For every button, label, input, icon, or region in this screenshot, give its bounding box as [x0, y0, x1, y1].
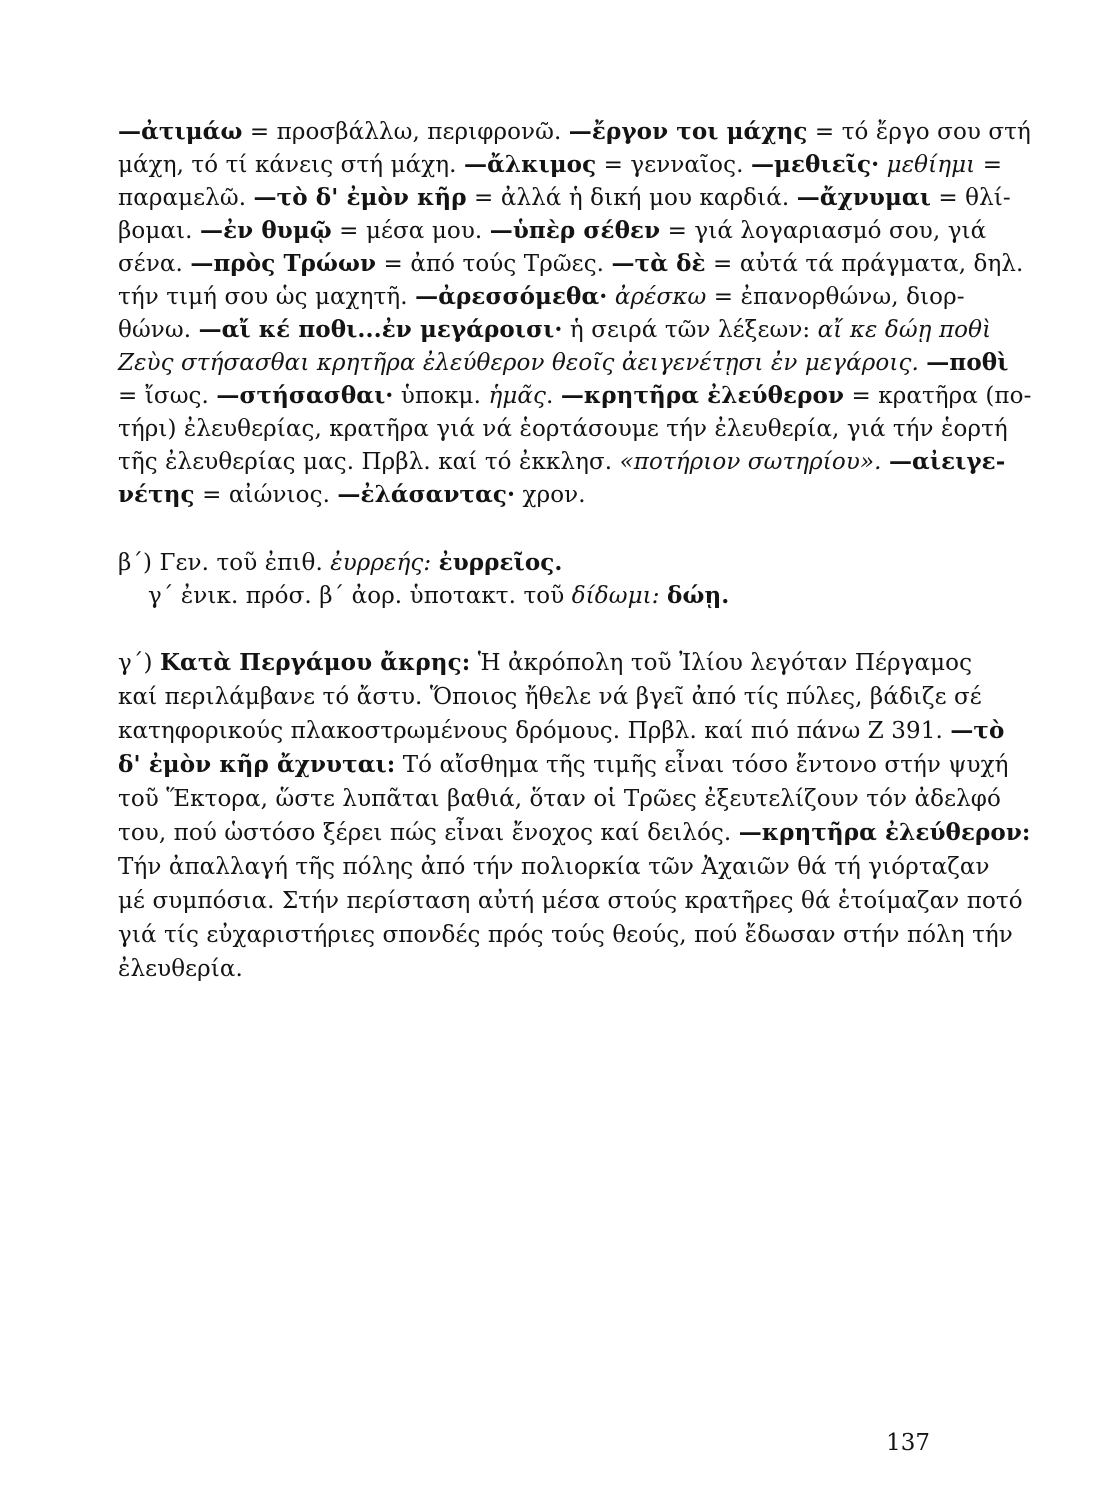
text-line	[118, 282, 965, 312]
text-run: γ΄)	[118, 650, 160, 676]
lemma-term: —τὸ	[950, 717, 1005, 744]
lemma-term: —πρὸς Τρώων	[190, 250, 377, 277]
lemma-term: —μεθιεῖς·	[750, 151, 880, 178]
text-run	[660, 583, 667, 609]
lemma-term: —ἐλάσαντας·	[337, 481, 516, 508]
text-line	[118, 784, 1001, 814]
italic-text: ἀρέσκω	[614, 284, 707, 310]
text-line	[118, 381, 1032, 411]
lemma-term: —ἐν θυμῷ	[199, 217, 332, 244]
text-run: = τό ἔργο σου στή	[807, 119, 1031, 145]
text-line	[118, 249, 1024, 279]
text-line	[148, 581, 960, 611]
text-line	[118, 818, 1031, 848]
text-run: = γιά λογαριασμό σου, γιά	[660, 218, 987, 244]
text-line	[118, 954, 930, 984]
lemma-term: —αἴ κέ ποθι...ἐν μεγάροισι·	[198, 316, 563, 343]
text-run: σένα.	[118, 251, 191, 277]
text-run: παραμελῶ.	[118, 185, 254, 211]
lemma-term: —αἰειγε-	[888, 448, 1006, 475]
lemma-term: —ἀρεσσόμεθα·	[415, 283, 608, 310]
italic-text: «ποτήριον σωτηρίου».	[619, 449, 882, 475]
lemma-term: —ποθὶ	[926, 349, 1009, 376]
text-run: Τό αἴσθημα τῆς τιμῆς εἶναι τόσο ἔντονο στήν ψυχή	[395, 752, 1009, 778]
italic-text: αἴ κε δώῃ ποθὶ	[817, 317, 992, 343]
text-line	[118, 315, 992, 345]
text-run: ἐλευθερία.	[118, 956, 243, 982]
text-line	[118, 447, 1006, 477]
lemma-term: —κρητῆρα ἐλεύθερον:	[738, 819, 1031, 846]
lemma-term: —ἀτιμάω	[118, 118, 243, 145]
text-run: =	[975, 152, 1003, 178]
text-run: τῆς ἐλευθερίας μας. Πρβλ. καί τό ἐκκλησ.	[118, 449, 620, 475]
text-run: κατηφορικούς πλακοστρωμένους δρόμους. Πρβλ. καί πιό πάνω Ζ 391.	[118, 718, 951, 744]
text-run: του, πού ὡστόσο ξέρει πώς εἶναι ἔνοχος καί δειλός.	[118, 820, 739, 846]
lemma-term: Κατὰ Περγάμου ἄκρης:	[159, 649, 471, 676]
text-line	[118, 750, 1009, 780]
text-run: = ἀλλά ἡ δική μου καρδιά.	[466, 185, 797, 211]
lemma-term: —τὸ δ' ἐμὸν κῆρ	[253, 184, 467, 211]
lemma-term: δώῃ.	[667, 582, 730, 609]
text-run: = αὐτά τά πράγματα, δηλ.	[705, 251, 1024, 277]
text-line	[118, 886, 1023, 916]
text-run	[607, 284, 614, 310]
text-run: ἡ σειρά τῶν λέξεων:	[562, 317, 818, 343]
text-run: = θλί-	[930, 185, 1011, 211]
text-run: θώνω.	[118, 317, 199, 343]
text-line	[118, 548, 930, 578]
text-run: β΄) Γεν. τοῦ ἐπιθ.	[118, 550, 331, 576]
text-run: .	[545, 383, 561, 409]
text-run: καί περιλάμβανε τό ἄστυ. Ὅποιος ἤθελε νά βγεῖ ἀπό τίς πύλες, βάδιζε σέ	[118, 684, 982, 710]
text-run: = ἴσως.	[118, 383, 217, 409]
text-run	[879, 152, 886, 178]
lemma-term: —στήσασθαι·	[216, 382, 394, 409]
lemma-term: —ἄλκιμος	[464, 151, 597, 178]
italic-text: δίδωμι:	[571, 583, 660, 609]
text-run: τήν τιμή σου ὡς μαχητῆ.	[118, 284, 416, 310]
text-run: = γενναῖος.	[596, 152, 751, 178]
text-run: = προσβάλλω, περιφρονῶ.	[242, 119, 569, 145]
text-line	[118, 414, 1008, 444]
text-line	[118, 183, 1011, 213]
text-line	[118, 716, 1005, 746]
text-line	[118, 852, 990, 882]
text-run	[431, 550, 438, 576]
lemma-term: δ' ἐμὸν κῆρ ἄχνυται:	[118, 751, 396, 778]
text-run: μέ συμπόσια. Στήν περίσταση αὐτή μέσα στούς κρατῆρες θά ἑτοίμαζαν ποτό	[118, 888, 1023, 914]
lemma-term: —τὰ δὲ	[611, 250, 706, 277]
text-run: = ἀπό τούς Τρῶες.	[376, 251, 612, 277]
lemma-term: —ὑπὲρ σέθεν	[489, 217, 661, 244]
text-run: ὑποκμ.	[393, 383, 489, 409]
text-run: χρον.	[515, 482, 586, 508]
text-line	[118, 117, 1031, 147]
text-line	[118, 150, 1003, 180]
text-line	[118, 920, 1013, 950]
lemma-term: ἐυρρεῖος.	[438, 549, 563, 576]
text-run: = ἐπανορθώνω, διορ-	[706, 284, 965, 310]
text-run: = αἰώνιος.	[194, 482, 338, 508]
text-run: = μέσα μου.	[331, 218, 490, 244]
text-line	[118, 480, 930, 510]
text-line	[118, 682, 982, 712]
text-line	[118, 348, 1009, 378]
page-number: 137	[886, 1430, 930, 1456]
italic-text: Ζεὺς στήσασθαι κρητῆρα ἐλεύθερον θεοῖς ἀειγενέτῃσι ἐν μεγάροις.	[118, 350, 919, 376]
italic-text: μεθίημι	[886, 152, 976, 178]
text-run	[882, 449, 889, 475]
lemma-term: —κρητῆρα ἐλεύθερον	[560, 382, 845, 409]
text-line	[118, 216, 987, 246]
text-run: τοῦ Ἕκτορα, ὥστε λυπᾶται βαθιά, ὅταν οἱ Τρῶες ἐξευτελίζουν τόν ἀδελφό	[118, 786, 1001, 812]
italic-text: ἡμᾶς	[488, 383, 546, 409]
text-run: Τήν ἀπαλλαγή τῆς πόλης ἀπό τήν πολιορκία τῶν Ἀχαιῶν θά τή γιόρταζαν	[118, 854, 990, 880]
italic-text: ἐυρρεής:	[330, 550, 432, 576]
text-run: μάχη, τό τί κάνεις στή μάχη.	[118, 152, 465, 178]
text-run: βομαι.	[118, 218, 200, 244]
lemma-term: —ἔργον τοι μάχης	[568, 118, 808, 145]
text-run: γιά τίς εὐχαριστήριες σπονδές πρός τούς θεούς, πού ἔδωσαν στήν πόλη τήν	[118, 922, 1013, 948]
text-run: Ἡ ἀκρόπολη τοῦ Ἰλίου λεγόταν Πέργαμος	[470, 650, 973, 676]
lemma-term: —ἄχνυμαι	[796, 184, 931, 211]
text-run: γ΄ ἐνικ. πρόσ. β΄ ἀορ. ὑποτακτ. τοῦ	[148, 583, 572, 609]
lemma-term: νέτης	[118, 481, 195, 508]
text-run: τήρι) ἐλευθερίας, κρατῆρα γιά νά ἑορτάσουμε τήν ἐλευθερία, γιά τήν ἑορτή	[118, 416, 1008, 442]
text-line	[118, 648, 973, 678]
text-run: = κρατῆρα (πο-	[844, 383, 1032, 409]
